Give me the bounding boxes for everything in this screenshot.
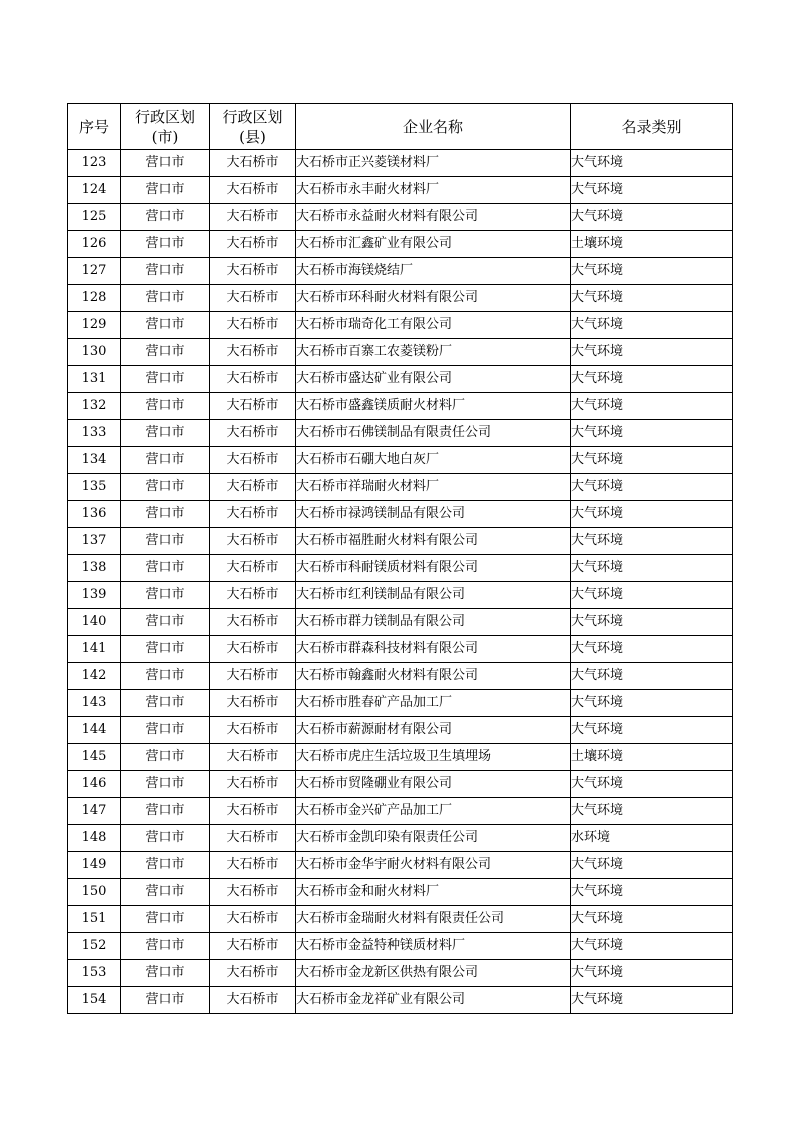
cell-county: 大石桥市 <box>210 420 296 447</box>
table-row <box>68 501 733 528</box>
header-company: 企业名称 <box>296 104 571 150</box>
cell-county: 大石桥市 <box>210 825 296 852</box>
cell-company: 大石桥市虎庄生活垃圾卫生填埋场 <box>296 744 571 771</box>
table-row <box>68 609 733 636</box>
cell-seq: 138 <box>68 555 121 582</box>
cell-county: 大石桥市 <box>210 636 296 663</box>
cell-company: 大石桥市瑞奇化工有限公司 <box>296 312 571 339</box>
cell-county: 大石桥市 <box>210 501 296 528</box>
cell-county: 大石桥市 <box>210 879 296 906</box>
cell-category: 大气环境 <box>571 339 733 366</box>
cell-company: 大石桥市金凯印染有限责任公司 <box>296 825 571 852</box>
table-row <box>68 447 733 474</box>
cell-county: 大石桥市 <box>210 744 296 771</box>
table-row <box>68 771 733 798</box>
header-county-line1: 行政区划 <box>222 107 283 126</box>
cell-category: 大气环境 <box>571 150 733 177</box>
cell-company: 大石桥市群力镁制品有限公司 <box>296 609 571 636</box>
table-header <box>68 104 733 150</box>
cell-company: 大石桥市正兴菱镁材料厂 <box>296 150 571 177</box>
cell-county: 大石桥市 <box>210 447 296 474</box>
cell-seq: 146 <box>68 771 121 798</box>
cell-seq: 129 <box>68 312 121 339</box>
cell-company: 大石桥市群森科技材料有限公司 <box>296 636 571 663</box>
table-row <box>68 555 733 582</box>
cell-seq: 151 <box>68 906 121 933</box>
cell-city: 营口市 <box>121 690 210 717</box>
cell-seq: 130 <box>68 339 121 366</box>
cell-county: 大石桥市 <box>210 150 296 177</box>
cell-company: 大石桥市石佛镁制品有限责任公司 <box>296 420 571 447</box>
cell-city: 营口市 <box>121 663 210 690</box>
header-row <box>68 104 733 150</box>
cell-city: 营口市 <box>121 555 210 582</box>
cell-category: 大气环境 <box>571 312 733 339</box>
table-row <box>68 393 733 420</box>
cell-company: 大石桥市金龙新区供热有限公司 <box>296 960 571 987</box>
cell-city: 营口市 <box>121 771 210 798</box>
cell-city: 营口市 <box>121 258 210 285</box>
cell-seq: 132 <box>68 393 121 420</box>
cell-company: 大石桥市海镁烧结厂 <box>296 258 571 285</box>
cell-county: 大石桥市 <box>210 258 296 285</box>
cell-category: 大气环境 <box>571 501 733 528</box>
table-row <box>68 258 733 285</box>
cell-seq: 154 <box>68 987 121 1014</box>
cell-county: 大石桥市 <box>210 528 296 555</box>
cell-city: 营口市 <box>121 285 210 312</box>
cell-company: 大石桥市环科耐火材料有限公司 <box>296 285 571 312</box>
cell-category: 大气环境 <box>571 258 733 285</box>
table-row <box>68 717 733 744</box>
cell-company: 大石桥市石硼大地白灰厂 <box>296 447 571 474</box>
cell-company: 大石桥市祥瑞耐火材料厂 <box>296 474 571 501</box>
table-row <box>68 960 733 987</box>
cell-city: 营口市 <box>121 933 210 960</box>
table-row <box>68 231 733 258</box>
cell-city: 营口市 <box>121 231 210 258</box>
cell-category: 大气环境 <box>571 636 733 663</box>
cell-seq: 133 <box>68 420 121 447</box>
cell-city: 营口市 <box>121 177 210 204</box>
cell-category: 大气环境 <box>571 690 733 717</box>
cell-city: 营口市 <box>121 312 210 339</box>
cell-seq: 135 <box>68 474 121 501</box>
cell-seq: 143 <box>68 690 121 717</box>
cell-company: 大石桥市汇鑫矿业有限公司 <box>296 231 571 258</box>
cell-company: 大石桥市禄鸿镁制品有限公司 <box>296 501 571 528</box>
cell-seq: 124 <box>68 177 121 204</box>
cell-county: 大石桥市 <box>210 474 296 501</box>
cell-category: 水环境 <box>571 825 733 852</box>
cell-seq: 131 <box>68 366 121 393</box>
cell-company: 大石桥市福胜耐火材料有限公司 <box>296 528 571 555</box>
cell-seq: 150 <box>68 879 121 906</box>
cell-city: 营口市 <box>121 609 210 636</box>
cell-county: 大石桥市 <box>210 204 296 231</box>
cell-category: 大气环境 <box>571 717 733 744</box>
cell-company: 大石桥市金龙祥矿业有限公司 <box>296 987 571 1014</box>
header-city-line2: (市) <box>151 127 179 146</box>
cell-county: 大石桥市 <box>210 312 296 339</box>
cell-seq: 139 <box>68 582 121 609</box>
cell-city: 营口市 <box>121 528 210 555</box>
cell-seq: 149 <box>68 852 121 879</box>
cell-city: 营口市 <box>121 150 210 177</box>
table-row <box>68 582 733 609</box>
cell-category: 大气环境 <box>571 960 733 987</box>
cell-category: 大气环境 <box>571 420 733 447</box>
cell-category: 大气环境 <box>571 474 733 501</box>
cell-company: 大石桥市永丰耐火材料厂 <box>296 177 571 204</box>
cell-seq: 148 <box>68 825 121 852</box>
cell-city: 营口市 <box>121 825 210 852</box>
header-city <box>121 104 210 150</box>
cell-city: 营口市 <box>121 906 210 933</box>
cell-category: 大气环境 <box>571 366 733 393</box>
cell-city: 营口市 <box>121 987 210 1014</box>
cell-city: 营口市 <box>121 447 210 474</box>
table-row <box>68 528 733 555</box>
table-row <box>68 312 733 339</box>
cell-city: 营口市 <box>121 501 210 528</box>
cell-county: 大石桥市 <box>210 609 296 636</box>
header-city-line1: 行政区划 <box>134 107 195 126</box>
cell-seq: 142 <box>68 663 121 690</box>
header-seq: 序号 <box>68 104 121 150</box>
cell-city: 营口市 <box>121 852 210 879</box>
cell-seq: 126 <box>68 231 121 258</box>
cell-seq: 153 <box>68 960 121 987</box>
cell-county: 大石桥市 <box>210 771 296 798</box>
cell-county: 大石桥市 <box>210 555 296 582</box>
table-row <box>68 798 733 825</box>
cell-city: 营口市 <box>121 879 210 906</box>
cell-category: 大气环境 <box>571 609 733 636</box>
table-row <box>68 879 733 906</box>
cell-county: 大石桥市 <box>210 663 296 690</box>
cell-company: 大石桥市金和耐火材料厂 <box>296 879 571 906</box>
table-row <box>68 987 733 1014</box>
cell-company: 大石桥市盛达矿业有限公司 <box>296 366 571 393</box>
table-row <box>68 906 733 933</box>
table-body <box>68 150 733 1014</box>
cell-seq: 145 <box>68 744 121 771</box>
cell-company: 大石桥市金瑞耐火材料有限责任公司 <box>296 906 571 933</box>
cell-category: 大气环境 <box>571 177 733 204</box>
table-row <box>68 744 733 771</box>
cell-company: 大石桥市金益特种镁质材料厂 <box>296 933 571 960</box>
cell-category: 大气环境 <box>571 204 733 231</box>
cell-city: 营口市 <box>121 798 210 825</box>
table-row <box>68 420 733 447</box>
cell-county: 大石桥市 <box>210 906 296 933</box>
table-row <box>68 177 733 204</box>
table-row <box>68 852 733 879</box>
cell-category: 大气环境 <box>571 582 733 609</box>
cell-seq: 144 <box>68 717 121 744</box>
cell-seq: 123 <box>68 150 121 177</box>
cell-category: 大气环境 <box>571 285 733 312</box>
cell-company: 大石桥市胜春矿产品加工厂 <box>296 690 571 717</box>
cell-category: 大气环境 <box>571 933 733 960</box>
cell-company: 大石桥市翰鑫耐火材料有限公司 <box>296 663 571 690</box>
cell-city: 营口市 <box>121 420 210 447</box>
cell-category: 大气环境 <box>571 555 733 582</box>
cell-county: 大石桥市 <box>210 285 296 312</box>
cell-seq: 140 <box>68 609 121 636</box>
cell-seq: 147 <box>68 798 121 825</box>
cell-city: 营口市 <box>121 744 210 771</box>
cell-county: 大石桥市 <box>210 393 296 420</box>
cell-category: 大气环境 <box>571 663 733 690</box>
cell-category: 大气环境 <box>571 771 733 798</box>
cell-company: 大石桥市百寨工农菱镁粉厂 <box>296 339 571 366</box>
table-row <box>68 204 733 231</box>
cell-company: 大石桥市薪源耐材有限公司 <box>296 717 571 744</box>
cell-seq: 127 <box>68 258 121 285</box>
cell-category: 土壤环境 <box>571 231 733 258</box>
cell-city: 营口市 <box>121 960 210 987</box>
table-row <box>68 636 733 663</box>
cell-seq: 141 <box>68 636 121 663</box>
cell-county: 大石桥市 <box>210 177 296 204</box>
header-category: 名录类别 <box>571 104 733 150</box>
table-row <box>68 825 733 852</box>
cell-city: 营口市 <box>121 339 210 366</box>
cell-seq: 125 <box>68 204 121 231</box>
cell-city: 营口市 <box>121 204 210 231</box>
table-row <box>68 690 733 717</box>
cell-category: 大气环境 <box>571 798 733 825</box>
cell-category: 大气环境 <box>571 987 733 1014</box>
cell-category: 土壤环境 <box>571 744 733 771</box>
cell-county: 大石桥市 <box>210 852 296 879</box>
cell-company: 大石桥市盛鑫镁质耐火材料厂 <box>296 393 571 420</box>
cell-seq: 152 <box>68 933 121 960</box>
header-county-line2: (县) <box>239 127 266 146</box>
cell-category: 大气环境 <box>571 528 733 555</box>
table-row <box>68 150 733 177</box>
cell-city: 营口市 <box>121 366 210 393</box>
table-row <box>68 474 733 501</box>
cell-county: 大石桥市 <box>210 339 296 366</box>
header-county <box>210 104 296 150</box>
cell-county: 大石桥市 <box>210 231 296 258</box>
table-row <box>68 663 733 690</box>
cell-category: 大气环境 <box>571 447 733 474</box>
cell-county: 大石桥市 <box>210 933 296 960</box>
table-row <box>68 339 733 366</box>
cell-city: 营口市 <box>121 717 210 744</box>
cell-county: 大石桥市 <box>210 690 296 717</box>
cell-county: 大石桥市 <box>210 798 296 825</box>
cell-city: 营口市 <box>121 474 210 501</box>
cell-county: 大石桥市 <box>210 717 296 744</box>
cell-seq: 134 <box>68 447 121 474</box>
cell-category: 大气环境 <box>571 393 733 420</box>
cell-city: 营口市 <box>121 393 210 420</box>
cell-company: 大石桥市贸隆硼业有限公司 <box>296 771 571 798</box>
table-row <box>68 285 733 312</box>
cell-county: 大石桥市 <box>210 960 296 987</box>
cell-company: 大石桥市科耐镁质材料有限公司 <box>296 555 571 582</box>
cell-city: 营口市 <box>121 636 210 663</box>
cell-company: 大石桥市金兴矿产品加工厂 <box>296 798 571 825</box>
cell-county: 大石桥市 <box>210 366 296 393</box>
cell-company: 大石桥市红利镁制品有限公司 <box>296 582 571 609</box>
cell-county: 大石桥市 <box>210 582 296 609</box>
table-row <box>68 933 733 960</box>
cell-seq: 136 <box>68 501 121 528</box>
cell-company: 大石桥市金华宇耐火材料有限公司 <box>296 852 571 879</box>
cell-category: 大气环境 <box>571 852 733 879</box>
cell-county: 大石桥市 <box>210 987 296 1014</box>
cell-city: 营口市 <box>121 582 210 609</box>
table-row <box>68 366 733 393</box>
cell-seq: 137 <box>68 528 121 555</box>
cell-category: 大气环境 <box>571 906 733 933</box>
cell-seq: 128 <box>68 285 121 312</box>
cell-category: 大气环境 <box>571 879 733 906</box>
enterprise-list-table <box>67 103 733 1014</box>
cell-company: 大石桥市永益耐火材料有限公司 <box>296 204 571 231</box>
